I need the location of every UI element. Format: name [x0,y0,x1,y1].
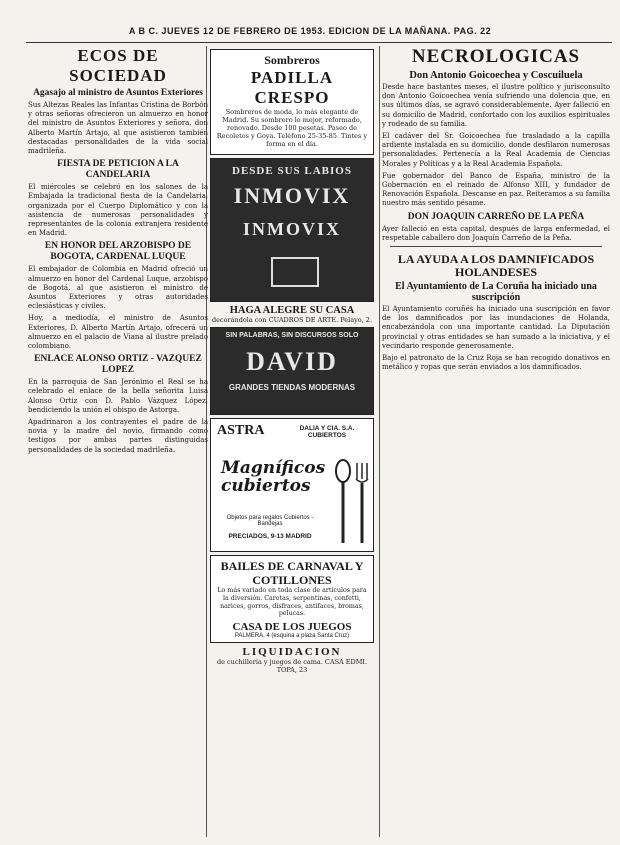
ad-padilla-text: Sombreros de moda, lo más elegante de Madrid. Su sombrero lo mejor, reformado, renovado. Desde 100 pesetas. Paseo de Recoletos y Goya. Teléfono 25-35-85. Tintes y forma en el día. [216,108,368,148]
ad-liquidacion-title: LIQUIDACION [242,646,342,659]
ad-david [210,327,374,415]
aid-paragraph-2: Bajo el patronato de la Cruz Roja se han recogido donativos en metálico y ropas que serán enviados a los damnificados. [382,354,610,372]
society-subhead-3: EN HONOR DEL ARZOBISPO DE BOGOTA, CARDENAL LUQUE [44,241,192,263]
aid-subhead: El Ayuntamiento de La Coruña ha iniciado una suscripción [395,281,597,304]
society-paragraph-4: Hoy, a mediodía, el ministro de Asuntos Exteriores, D. Alberto Martín Artajo, ofrecerá un almuerzo en el palacio de Viana al ilustre prelado colombiano. [28,314,208,351]
spoon-and-fork-icon [333,459,373,547]
ad-carnaval-title: BAILES DE CARNAVAL Y COTILLONES [220,559,364,587]
ad-inmovix-name-2: INMOVIX [243,219,341,239]
obituaries-paragraph-3: Fue gobernador del Banco de España, ministro de la Gobernación en el reinado de Alfonso XIII, y fundador de Renovación Española. Descanse en paz. Reiteramos a su familia nuestro más sentido pésame. [382,171,610,208]
aid-headline: LA AYUDA A LOS DAMNIFICADOS HOLANDESES [397,252,595,280]
ad-carnaval-shop: CASA DE LOS JUEGOS [232,621,352,634]
ad-astra-brand: ASTRA [217,423,265,438]
ad-liquidacion [208,646,376,674]
obituaries-column [382,46,610,375]
ad-david-name: DAVID [246,347,338,376]
ad-david-sub: GRANDES TIENDAS MODERNAS [228,383,356,392]
obituaries-subhead-2: DON JOAQUIN CARREÑO DE LA PEÑA [407,211,585,222]
ad-astra-address: PRECIADOS, 9-13 MADRID [228,533,312,540]
ad-inmovix-sub: decorándola con CUADROS DE ARTE. Pelayo, 2. [211,316,373,324]
obituaries-subhead-1: Don Antonio Goicoechea y Coscuiluela [409,70,583,81]
aid-paragraph-1: El Ayuntamiento coruñés ha iniciado una suscripción en favor de los damnificados por las inundaciones de Holanda, encabezándola con una importante cantidad. La Diputación provincial y otras entidades se han sumado a la iniciativa, y el vecindario responde generosamente. [382,305,610,350]
ad-liquidacion-text: de cuchillería y juegos de cama. CASA EDMI. TOPA, 23 [216,658,368,675]
ad-inmovix [210,158,374,302]
society-subhead-2: FIESTA DE PETICION A LA CANDELARIA [57,159,179,181]
ad-david-top: SIN PALABRAS, SIN DISCURSOS SOLO [225,332,359,339]
society-column [28,46,208,458]
masthead: A B C. JUEVES 12 DE FEBRERO DE 1953. EDICION DE LA MAÑANA. PAG. 22 [128,26,492,36]
society-paragraph-5: En la parroquia de San Jerónimo el Real se ha celebrado el enlace de la bella señorita Luisa Alonso Ortiz con D. Pablo Vázquez López, bendiciendo la unión el obispo de Astorga. [28,378,208,414]
obituaries-paragraph-2: El cadáver del Sr. Goicoechea fue trasladado a la capilla ardiente instalada en su domicilio, donde desfilaron numerosas personalidades. Pertenecía a la Real Academia de Ciencias Morales y Políticas y a la Real Academia Española. [382,132,610,168]
ad-inmovix-top: DESDE SUS LABIOS [232,165,352,177]
section-rule [390,246,602,247]
society-paragraph-3: El embajador de Colombia en Madrid ofreció un almuerzo en honor del Cardenal Luque, arzobispo de Bogotá, al que asistieron el ministro de Asuntos Exteriores y otras autoridades eclesiásticas y civiles. [28,265,208,311]
ad-inmovix-caption [208,305,376,324]
masthead-rule [26,42,612,43]
obituaries-paragraph-4: Ayer falleció en esta capital, después de larga enfermedad, el respetable caballero don Joaquín Carreño de la Peña. [382,224,610,242]
ad-astra [210,418,374,552]
obituaries-paragraph-1: Desde hace bastantes meses, el ilustre político y jurisconsulto don Antonio Goicoechea venía sufriendo una dolencia que, en sus últimos días, se agravó considerablemente. Ayer falleció en su domicilio de Madrid, confortado con los auxilios espirituales y rodeado de su familia. [382,83,610,128]
ad-astra-small: Objetos para regalos Cubiertos - Bandejas [226,515,314,527]
ads-column [208,46,376,674]
ad-astra-company: DALIA Y CIA. S.A. CUBIERTOS [299,425,355,439]
ad-padilla-crespo [210,49,374,155]
ad-inmovix-name-1: INMOVIX [233,183,351,208]
ad-padilla-top: Sombreros [264,53,320,67]
society-subhead-4: ENLACE ALONSO ORTIZ - VAZQUEZ LOPEZ [34,354,202,376]
society-paragraph-1: Sus Altezas Reales las Infantas Cristina de Borbón y otras señoras ofrecieron un almuerzo en honor del ministro de Asuntos Exteriores y señora, don Alberto Martín Artajo, al que asistieron también destacadas personalidades de la vida social madrileña. [28,101,208,156]
ad-padilla-name: PADILLA CRESPO [250,68,334,107]
society-paragraph-6: Apadrinaron a los contrayentes el padre de la novia y la madre del novio, firmando como testigos por ambas partes distinguidas personalidades de la sociedad madrileña. [28,418,208,454]
ad-carnaval-address: PALMERA, 4 (esquina a plaza Santa Cruz) [234,633,350,640]
society-paragraph-2: El miércoles se celebró en los salones de la Embajada la tradicional fiesta de la Candelaria, organizada por el Cuerpo Diplomático y con la asistencia de numerosas personalidades y representantes de la colonia extranjera residente en Madrid. [28,183,208,238]
ad-carnaval [210,555,374,643]
ad-carnaval-text: Lo más variado en toda clase de artículos para la diversión. Caretas, serpentinas, confetti, narices, gorros, disfraces, antifaces, bromas, pelucas. [217,587,367,618]
column-divider-right [379,46,380,837]
obituaries-title: NECROLOGICAS [411,46,581,67]
society-title: ECOS DE SOCIEDAD [69,46,167,85]
society-subhead-1: Agasajo al ministro de Asuntos Exteriores [33,88,203,98]
ad-astra-script: Magníficos cubiertos [221,458,326,496]
ad-inmovix-slogan: HAGA ALEGRE SU CASA [229,305,355,316]
ad-inmovix-frame [271,257,319,287]
